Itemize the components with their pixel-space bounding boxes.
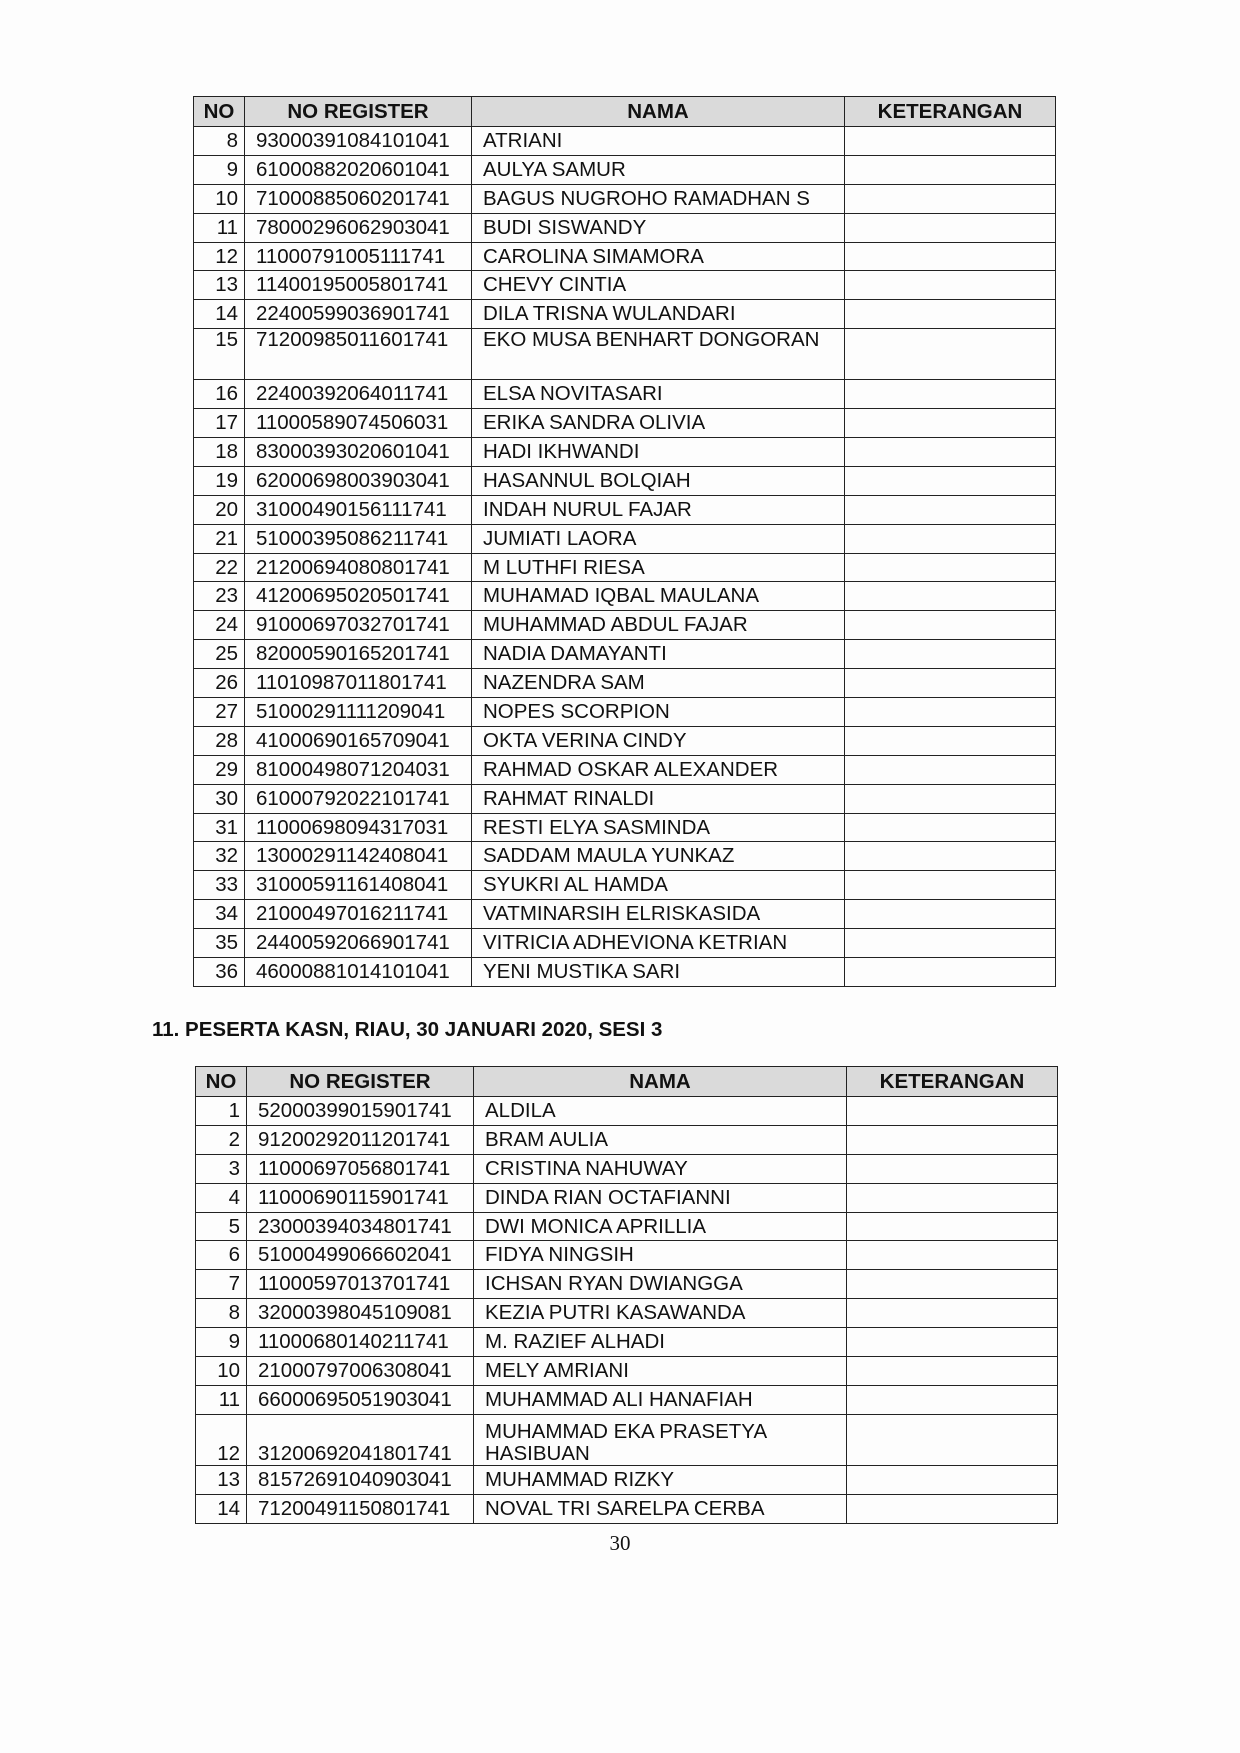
participant-name: CHEVY CINTIA [472, 271, 845, 300]
note-cell [845, 271, 1056, 300]
note-cell [845, 495, 1056, 524]
table-header-row [194, 97, 1056, 127]
register-number: 81000498071204031 [245, 755, 472, 784]
table-row [194, 669, 1056, 698]
register-number: 31000490156111741 [245, 495, 472, 524]
table-header-row [196, 1067, 1058, 1097]
participant-name: JUMIATI LAORA [472, 524, 845, 553]
table-row [194, 184, 1056, 213]
participant-name: BUDI SISWANDY [472, 213, 845, 242]
note-cell [847, 1125, 1058, 1154]
row-number: 26 [194, 669, 245, 698]
register-number: 11000791005111741 [245, 242, 472, 271]
row-number: 19 [194, 466, 245, 495]
register-number: 71000885060201741 [245, 184, 472, 213]
table-row [194, 784, 1056, 813]
row-number: 30 [194, 784, 245, 813]
header-register: NO REGISTER [245, 97, 472, 127]
section-title: 11. PESERTA KASN, RIAU, 30 JANUARI 2020, SESI 3 [152, 1018, 663, 1041]
register-number: 22400392064011741 [245, 380, 472, 409]
row-number: 9 [194, 155, 245, 184]
note-cell [847, 1385, 1058, 1414]
header-note: KETERANGAN [847, 1067, 1058, 1097]
table-row [194, 300, 1056, 329]
participant-name: DILA TRISNA WULANDARI [472, 300, 845, 329]
row-number: 35 [194, 929, 245, 958]
note-cell [847, 1465, 1058, 1494]
row-number: 3 [196, 1154, 247, 1183]
register-number: 51000395086211741 [245, 524, 472, 553]
register-number: 71200491150801741 [247, 1494, 474, 1523]
note-cell [845, 524, 1056, 553]
table-row [194, 958, 1056, 987]
register-number: 46000881014101041 [245, 958, 472, 987]
header-no: NO [196, 1067, 247, 1097]
row-number: 15 [194, 329, 245, 380]
register-number: 61000792022101741 [245, 784, 472, 813]
participant-name: DWI MONICA APRILLIA [474, 1212, 847, 1241]
register-number: 91000697032701741 [245, 611, 472, 640]
register-number: 22400599036901741 [245, 300, 472, 329]
row-number: 4 [196, 1183, 247, 1212]
participant-name: RAHMAD OSKAR ALEXANDER [472, 755, 845, 784]
register-number: 11000589074506031 [245, 409, 472, 438]
participant-name: HADI IKHWANDI [472, 438, 845, 467]
participant-name: RESTI ELYA SASMINDA [472, 813, 845, 842]
note-cell [845, 755, 1056, 784]
participant-name: MELY AMRIANI [474, 1357, 847, 1386]
row-number: 1 [196, 1097, 247, 1126]
note-cell [845, 582, 1056, 611]
table-row [194, 271, 1056, 300]
table-body [196, 1097, 1058, 1524]
participant-name: AULYA SAMUR [472, 155, 845, 184]
participant-name: NOVAL TRI SARELPA CERBA [474, 1494, 847, 1523]
table-row [196, 1494, 1058, 1523]
participant-name: M LUTHFI RIESA [472, 553, 845, 582]
table-row [196, 1270, 1058, 1299]
register-number: 21200694080801741 [245, 553, 472, 582]
row-number: 11 [194, 213, 245, 242]
row-number: 27 [194, 698, 245, 727]
table-row [196, 1183, 1058, 1212]
note-cell [845, 409, 1056, 438]
note-cell [845, 929, 1056, 958]
register-number: 62000698003903041 [245, 466, 472, 495]
header-name: NAMA [474, 1067, 847, 1097]
note-cell [845, 669, 1056, 698]
participant-name: SADDAM MAULA YUNKAZ [472, 842, 845, 871]
row-number: 8 [196, 1299, 247, 1328]
register-number: 78000296062903041 [245, 213, 472, 242]
row-number: 29 [194, 755, 245, 784]
row-number: 25 [194, 640, 245, 669]
participant-name: M. RAZIEF ALHADI [474, 1328, 847, 1357]
register-number: 41200695020501741 [245, 582, 472, 611]
table-row [196, 1154, 1058, 1183]
table-row [196, 1414, 1058, 1465]
row-number: 12 [194, 242, 245, 271]
participant-name: VITRICIA ADHEVIONA KETRIAN [472, 929, 845, 958]
register-number: 83000393020601041 [245, 438, 472, 467]
register-number: 41000690165709041 [245, 726, 472, 755]
table-body [194, 127, 1056, 987]
participant-name: BAGUS NUGROHO RAMADHAN S [472, 184, 845, 213]
note-cell [845, 640, 1056, 669]
note-cell [847, 1357, 1058, 1386]
header-no: NO [194, 97, 245, 127]
register-number: 11000680140211741 [247, 1328, 474, 1357]
note-cell [847, 1270, 1058, 1299]
row-number: 16 [194, 380, 245, 409]
register-number: 11400195005801741 [245, 271, 472, 300]
participant-name: CRISTINA NAHUWAY [474, 1154, 847, 1183]
table-row [194, 726, 1056, 755]
note-cell [845, 213, 1056, 242]
note-cell [847, 1241, 1058, 1270]
table-row [194, 155, 1056, 184]
row-number: 18 [194, 438, 245, 467]
note-cell [845, 242, 1056, 271]
register-number: 31000591161408041 [245, 871, 472, 900]
table-row [194, 466, 1056, 495]
row-number: 21 [194, 524, 245, 553]
row-number: 36 [194, 958, 245, 987]
note-cell [845, 871, 1056, 900]
row-number: 28 [194, 726, 245, 755]
participant-name: ELSA NOVITASARI [472, 380, 845, 409]
row-number: 34 [194, 900, 245, 929]
participant-name: ERIKA SANDRA OLIVIA [472, 409, 845, 438]
table-row [194, 409, 1056, 438]
participant-name: FIDYA NINGSIH [474, 1241, 847, 1270]
table-row [196, 1097, 1058, 1126]
participant-name: MUHAMMAD ABDUL FAJAR [472, 611, 845, 640]
participant-name: BRAM AULIA [474, 1125, 847, 1154]
register-number: 11000597013701741 [247, 1270, 474, 1299]
register-number: 11000697056801741 [247, 1154, 474, 1183]
participant-name: NAZENDRA SAM [472, 669, 845, 698]
note-cell [847, 1414, 1058, 1465]
table-row [196, 1241, 1058, 1270]
participant-name: NOPES SCORPION [472, 698, 845, 727]
participant-name: VATMINARSIH ELRISKASIDA [472, 900, 845, 929]
row-number: 17 [194, 409, 245, 438]
table-row [194, 329, 1056, 380]
participant-name: ALDILA [474, 1097, 847, 1126]
note-cell [845, 726, 1056, 755]
note-cell [845, 958, 1056, 987]
table-row [194, 553, 1056, 582]
participant-name: NADIA DAMAYANTI [472, 640, 845, 669]
note-cell [845, 611, 1056, 640]
note-cell [847, 1299, 1058, 1328]
header-note: KETERANGAN [845, 97, 1056, 127]
row-number: 13 [194, 271, 245, 300]
row-number: 20 [194, 495, 245, 524]
register-number: 23000394034801741 [247, 1212, 474, 1241]
note-cell [845, 127, 1056, 156]
row-number: 7 [196, 1270, 247, 1299]
participant-name: OKTA VERINA CINDY [472, 726, 845, 755]
participant-name: RAHMAT RINALDI [472, 784, 845, 813]
row-number: 10 [194, 184, 245, 213]
register-number: 82000590165201741 [245, 640, 472, 669]
table-row [194, 842, 1056, 871]
register-number: 51000291111209041 [245, 698, 472, 727]
table-row [194, 813, 1056, 842]
table-row [194, 871, 1056, 900]
row-number: 33 [194, 871, 245, 900]
page-number: 30 [609, 1531, 631, 1555]
table-row [194, 929, 1056, 958]
row-number: 10 [196, 1357, 247, 1386]
participant-name: MUHAMMAD EKA PRASETYA HASIBUAN [474, 1414, 847, 1465]
participant-name: CAROLINA SIMAMORA [472, 242, 845, 271]
table-row [196, 1465, 1058, 1494]
row-number: 22 [194, 553, 245, 582]
register-number: 32000398045109081 [247, 1299, 474, 1328]
participant-name: ICHSAN RYAN DWIANGGA [474, 1270, 847, 1299]
table-row [194, 127, 1056, 156]
row-number: 8 [194, 127, 245, 156]
participant-name: MUHAMMAD ALI HANAFIAH [474, 1385, 847, 1414]
table-row [194, 755, 1056, 784]
participant-name: DINDA RIAN OCTAFIANNI [474, 1183, 847, 1212]
register-number: 91200292011201741 [247, 1125, 474, 1154]
note-cell [847, 1097, 1058, 1126]
table-row [194, 213, 1056, 242]
row-number: 11 [196, 1385, 247, 1414]
register-number: 13000291142408041 [245, 842, 472, 871]
participant-name: MUHAMMAD RIZKY [474, 1465, 847, 1494]
note-cell [845, 900, 1056, 929]
register-number: 31200692041801741 [247, 1414, 474, 1465]
header-register: NO REGISTER [247, 1067, 474, 1097]
note-cell [845, 300, 1056, 329]
note-cell [845, 184, 1056, 213]
participant-table-2 [195, 1066, 1058, 1524]
register-number: 81572691040903041 [247, 1465, 474, 1494]
table-row [194, 242, 1056, 271]
participant-name: ATRIANI [472, 127, 845, 156]
table-row [196, 1385, 1058, 1414]
table-row [194, 582, 1056, 611]
row-number: 5 [196, 1212, 247, 1241]
note-cell [847, 1212, 1058, 1241]
row-number: 2 [196, 1125, 247, 1154]
participant-name: EKO MUSA BENHART DONGORAN [472, 329, 845, 380]
table-row [194, 380, 1056, 409]
table-row [194, 524, 1056, 553]
row-number: 9 [196, 1328, 247, 1357]
register-number: 51000499066602041 [247, 1241, 474, 1270]
table-row [196, 1357, 1058, 1386]
register-number: 21000797006308041 [247, 1357, 474, 1386]
participant-name: KEZIA PUTRI KASAWANDA [474, 1299, 847, 1328]
participant-name: SYUKRI AL HAMDA [472, 871, 845, 900]
register-number: 21000497016211741 [245, 900, 472, 929]
note-cell [845, 842, 1056, 871]
register-number: 11000690115901741 [247, 1183, 474, 1212]
note-cell [845, 466, 1056, 495]
note-cell [845, 155, 1056, 184]
table-row [194, 611, 1056, 640]
note-cell [847, 1154, 1058, 1183]
row-number: 23 [194, 582, 245, 611]
row-number: 14 [194, 300, 245, 329]
participant-name: HASANNUL BOLQIAH [472, 466, 845, 495]
participant-table-1 [193, 96, 1056, 987]
register-number: 52000399015901741 [247, 1097, 474, 1126]
participant-name: INDAH NURUL FAJAR [472, 495, 845, 524]
register-number: 66000695051903041 [247, 1385, 474, 1414]
participant-name: MUHAMAD IQBAL MAULANA [472, 582, 845, 611]
note-cell [845, 438, 1056, 467]
table-row [196, 1328, 1058, 1357]
row-number: 31 [194, 813, 245, 842]
participant-name: YENI MUSTIKA SARI [472, 958, 845, 987]
note-cell [845, 698, 1056, 727]
table-row [194, 640, 1056, 669]
table-row [196, 1212, 1058, 1241]
row-number: 32 [194, 842, 245, 871]
table-row [194, 438, 1056, 467]
register-number: 24400592066901741 [245, 929, 472, 958]
row-number: 6 [196, 1241, 247, 1270]
note-cell [845, 329, 1056, 380]
note-cell [847, 1494, 1058, 1523]
note-cell [845, 553, 1056, 582]
row-number: 13 [196, 1465, 247, 1494]
table-row [194, 900, 1056, 929]
table-row [196, 1299, 1058, 1328]
register-number: 93000391084101041 [245, 127, 472, 156]
table-row [196, 1125, 1058, 1154]
register-number: 11000698094317031 [245, 813, 472, 842]
register-number: 71200985011601741 [245, 329, 472, 380]
row-number: 14 [196, 1494, 247, 1523]
note-cell [847, 1328, 1058, 1357]
note-cell [845, 813, 1056, 842]
row-number: 24 [194, 611, 245, 640]
note-cell [845, 784, 1056, 813]
table-row [194, 495, 1056, 524]
note-cell [845, 380, 1056, 409]
note-cell [847, 1183, 1058, 1212]
row-number: 12 [196, 1414, 247, 1465]
register-number: 61000882020601041 [245, 155, 472, 184]
table-row [194, 698, 1056, 727]
header-name: NAMA [472, 97, 845, 127]
register-number: 11010987011801741 [245, 669, 472, 698]
